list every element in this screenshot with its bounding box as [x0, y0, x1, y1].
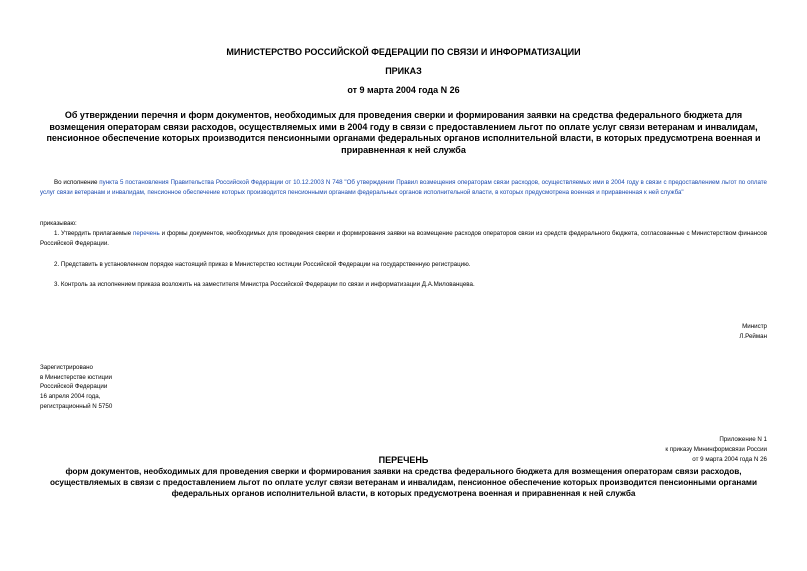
preamble-paragraph: [40, 178, 767, 198]
ministry-heading: МИНИСТЕРСТВО РОССИЙСКОЙ ФЕДЕРАЦИИ ПО СВЯЗИ И ИНФОРМАТИЗАЦИИ: [226, 47, 581, 57]
appendix-line: Приложение N 1: [719, 436, 767, 443]
order-title: Об утверждении перечня и форм документов, необходимых для проведения сверки и формирования заявки на средства федерального бюджета для возмещения операторам связи расходов, осуществляемых ими в 2004 году в связи с предоставлением льгот по оплате услуг связи ветеранам и инвалидам, пенсионное обеспечение которых производится пенсионными органами федеральных органов исполнительной власти, в которых предусмотрена военная и приравненная к ней служба: [46, 110, 761, 155]
registration-line: в Министерстве юстиции: [40, 373, 113, 381]
perechen-title: ПЕРЕЧЕНЬ: [378, 455, 429, 465]
item-1-suffix: и формы документов, необходимых для проведения сверки и формирования заявки на возмещение расходов операторов связи из средств федерального бюджета, согласованные с Министерством финансов Российской Федерации.: [40, 230, 768, 247]
signature-position: Министр: [742, 323, 767, 330]
government-decree-link[interactable]: пункта 5 постановления Правительства Российской Федерации от 10.12.2003 N 748 "Об утверждении Правил возмещения операторам связи расходов, осуществляемых ими в 2004 году в связи с предоставлением льгот по оплате услуг связи ветеранам и инвалидам, пенсионное обеспечение которых производится пенсионными органами федеральных органов исполнительной власти, в которых предусмотрена военная и приравненная к ней служба": [40, 179, 767, 196]
perechen-subtitle: форм документов, необходимых для проведения сверки и формирования заявки на средства федерального бюджета для возмещения операторам связи расходов, осуществляемых в связи с предоставлением льгот по оплате услуг связи ветеранам и инвалидам, пенсионное обеспечение которых производится пенсионными органами федеральных органов исполнительной власти, в которых предусмотрена военная и приравненная к ней служба: [49, 467, 758, 499]
registration-line: Российской Федерации: [40, 383, 108, 391]
registration-line: 16 апреля 2004 года,: [40, 393, 101, 401]
order-word: приказываю:: [40, 220, 77, 227]
order-date-number: от 9 марта 2004 года N 26: [347, 85, 460, 95]
appendix-line: от 9 марта 2004 года N 26: [692, 455, 767, 463]
registration-line: регистрационный N 5750: [40, 402, 113, 410]
perechen-link[interactable]: перечень: [132, 230, 160, 237]
doc-type-heading: ПРИКАЗ: [385, 66, 422, 76]
registration-block: [40, 363, 112, 412]
item-1-prefix: 1. Утвердить прилагаемые: [54, 230, 133, 237]
registration-line: Зарегистрировано: [40, 364, 93, 371]
item-3-paragraph: 3. Контроль за исполнением приказа возложить на заместителя Министра Российской Федерации по связи и информатизации Д.А.Милованцева.: [54, 281, 475, 288]
signature-block: [739, 322, 767, 342]
preamble-prefix: Во исполнение: [54, 179, 100, 186]
signature-name: Л.Рейман: [739, 332, 767, 340]
item-1-paragraph: [40, 229, 767, 249]
appendix-line: к приказу Мининформсвязи России: [665, 445, 767, 453]
item-2-paragraph: 2. Представить в установленном порядке настоящий приказ в Министерство юстиции Российской Федерации на государственную регистрацию.: [54, 261, 471, 268]
